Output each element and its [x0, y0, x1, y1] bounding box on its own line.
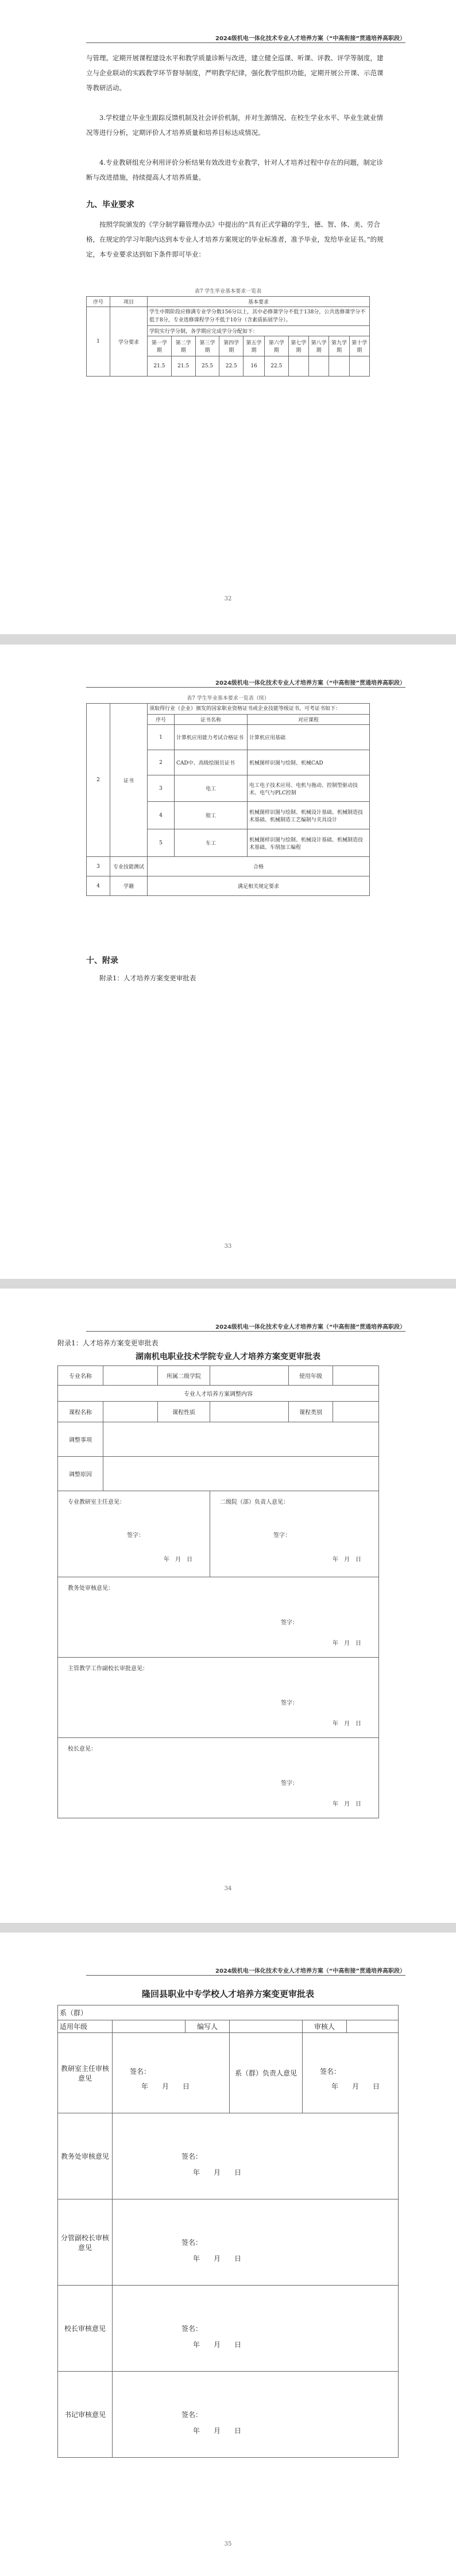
graduation-table: [86, 296, 370, 377]
sign-label: 签字：: [281, 1700, 298, 1706]
field-value: [103, 1366, 158, 1386]
field-value: [210, 1402, 289, 1422]
cert-name: 钳工: [175, 802, 248, 829]
date-label: 年 月 日: [193, 2341, 242, 2349]
cert-course: 机械图样识图与绘制、机械设计基础、机械制造技术基础、车削加工编程: [248, 829, 370, 857]
field-value: [347, 2020, 399, 2033]
row-label: 教务处审核意见: [58, 2113, 113, 2199]
field-label: 所属二级学院: [158, 1366, 210, 1386]
sem-val: 16: [244, 356, 265, 377]
col-header: 基本要求: [148, 297, 370, 307]
sem-head: 第五学期: [244, 336, 265, 356]
field-label: 审核人: [303, 2020, 347, 2033]
sem-val: [288, 356, 308, 377]
row-val: 合格: [148, 857, 370, 876]
sem-head: 第八学期: [309, 336, 329, 356]
opinion-cell: [58, 1491, 210, 1577]
page-header: 2024级机电一体化技术专业人才培养方案（“中高衔接”贯通培养高职段）: [215, 1324, 405, 1330]
field-value: [210, 1366, 289, 1386]
header-divider: [86, 42, 405, 43]
header-divider: [86, 1331, 405, 1332]
change-approval-form: [57, 1365, 379, 1818]
opinion-cell: [58, 1738, 379, 1818]
row-no: 2: [87, 704, 110, 857]
date-label: 年 月 日: [333, 1721, 361, 1727]
opinion-label: 二级院（部）负责人意见：: [220, 1499, 289, 1506]
paragraph: 与管理。定期开展课程建设水平和教学质量诊断与改进，建立健全巡课、听课、评教、评学等制度，建立与企业联动的实践教学环节督导制度，严明教学纪律，强化教学组织功能，定期开展公开课、示范课等教研活动。: [86, 54, 384, 92]
opinion-label: 主管教学工作副校长审批意见：: [68, 1666, 148, 1672]
dist-label: 学院实行学分制，各学期应完成学分分配如下：: [148, 326, 370, 336]
page-header: 2024级机电一体化技术专业人才培养方案（“中高衔接”贯通培养高职段）: [215, 1968, 405, 1974]
form-title: 隆回县职业中专学校人才培养方案变更审批表: [141, 1989, 314, 1999]
cert-intro: 须取得行业（企业）颁发的国家职业资格证书或企业技能等级证书，可考证书如下：: [148, 704, 370, 715]
paragraph: 附录1：人才培养方案变更审批表: [99, 974, 196, 982]
cert-no: 1: [148, 725, 175, 750]
opinion-cell: [113, 2113, 399, 2199]
row-item: 专业技能测试: [110, 857, 148, 876]
sem-head: 第六学期: [264, 336, 288, 356]
field-value: [103, 1422, 379, 1457]
sign-label: 签名：: [181, 2239, 203, 2247]
sign-label: 签字：: [281, 1620, 298, 1626]
field-label: 课程名称: [58, 1402, 103, 1422]
row-label: 分管副校长审核意见: [58, 2199, 113, 2286]
header-divider: [86, 687, 405, 688]
opinion-label: 教务处审核意见：: [68, 1585, 114, 1592]
graduation-table-cont: [86, 703, 370, 896]
sem-val: 22.5: [264, 356, 288, 377]
date-label: 年 月 日: [333, 1557, 361, 1563]
field-value: [103, 1457, 379, 1491]
cert-course: 机械图样识图与绘制、机械设计基础、机械制造技术基础、机械制造工艺编制与夹具设计: [248, 802, 370, 829]
appendix-label: 附录1：人才培养方案变更审批表: [57, 1339, 159, 1347]
field-label: 适用年级: [58, 2020, 113, 2033]
field-label: 专业名称: [58, 1366, 103, 1386]
opinion-cell: [113, 2033, 230, 2113]
sem-val: 21.5: [171, 356, 195, 377]
section-title: 十、附录: [86, 956, 118, 965]
sign-label: 签字：: [273, 1533, 291, 1539]
field-label: 调整原因: [58, 1457, 103, 1491]
field-value: [333, 1402, 379, 1422]
row-no: 1: [87, 307, 110, 377]
sem-head: 第十学期: [349, 336, 369, 356]
row-item: 学籍: [110, 876, 148, 896]
opinion-cell: [210, 1491, 379, 1577]
field-value: [113, 2020, 186, 2033]
date-label: 年 月 日: [141, 2082, 190, 2090]
dept-field: 系（群）: [58, 2005, 399, 2020]
cert-name: 电工: [175, 775, 248, 802]
field-label: 编写人: [186, 2020, 230, 2033]
field-label: 课程类别: [289, 1402, 333, 1422]
sem-head: 第四学期: [219, 336, 244, 356]
sign-label: 签字：: [281, 1780, 298, 1787]
page-15: [0, 1933, 456, 2576]
sign-label: 签名：: [130, 2067, 151, 2075]
cert-name: 计算机应用能力考试合格证书: [175, 725, 248, 750]
cert-no: 2: [148, 750, 175, 775]
cert-col: 证书名称: [175, 715, 248, 725]
sign-label: 签名：: [181, 2325, 203, 2333]
page-12: [0, 0, 456, 634]
row-label: 校长审核意见: [58, 2286, 113, 2372]
paragraph: 4.专业教研组充分利用评价分析结果有效改进专业教学，针对人才培养过程中存在的问题，制定诊断与改进措施，持续提高人才培养质量。: [86, 158, 383, 181]
opinion-cell: [303, 2033, 399, 2113]
field-value: [333, 1366, 379, 1386]
sign-label: 签字：: [127, 1533, 144, 1539]
cert-col: 对应课程: [248, 715, 370, 725]
col-header: 序号: [87, 297, 110, 307]
sign-label: 签名：: [181, 2411, 203, 2419]
row-val: 满足相关规定要求: [148, 876, 370, 896]
sem-head: 第七学期: [288, 336, 308, 356]
req-text: 学生中期阶段应修满专业学分数156分以上，其中必修课学分不低于138分，公共选修课学分不低于8分，专业选修课程学分不低于10分（含素质拓展学分）。: [148, 307, 370, 326]
sign-label: 签名：: [181, 2152, 203, 2160]
sem-val: [309, 356, 329, 377]
cert-name: 车工: [175, 829, 248, 857]
page-number: 34: [224, 1886, 232, 1892]
vocational-approval-form: [57, 2005, 399, 2458]
page-number: 33: [224, 1243, 232, 1250]
opinion-cell: [58, 1658, 379, 1738]
date-label: 年 月 日: [193, 2168, 242, 2177]
cert-course: 电工电子技术应用、电机与拖动、控制型驱动技术、电气与PLC控制: [248, 775, 370, 802]
cert-no: 5: [148, 829, 175, 857]
cert-col: 序号: [148, 715, 175, 725]
row-no: 3: [87, 857, 110, 876]
field-label: 课程性质: [158, 1402, 210, 1422]
cert-no: 4: [148, 802, 175, 829]
sem-val: 25.5: [195, 356, 219, 377]
row-label: 书记审核意见: [58, 2372, 113, 2458]
date-label: 年 月 日: [333, 1801, 361, 1807]
page-14: [0, 1289, 456, 1923]
field-label: 使用年级: [289, 1366, 333, 1386]
sem-head: 第一学期: [148, 336, 172, 356]
opinion-cell: [58, 1577, 379, 1658]
paragraph: 3.学校建立毕业生跟踪反馈机制及社会评价机制，并对生源情况、在校生学业水平、毕业生就业情况等进行分析，定期评价人才培养质量和培养目标达成情况。: [86, 114, 383, 137]
opinion-cell: [113, 2286, 399, 2372]
row-label: 系（群）负责人意见: [230, 2033, 303, 2113]
page-header: 2024级机电一体化技术专业人才培养方案（“中高衔接”贯通培养高职段）: [215, 680, 405, 686]
header-divider: [86, 1975, 405, 1976]
row-item: 学分要求: [110, 307, 148, 377]
sign-label: 签名：: [320, 2067, 341, 2075]
sem-head: 第二学期: [171, 336, 195, 356]
cert-no: 3: [148, 775, 175, 802]
table-caption: 表7 学生毕业基本要求一览表（续）: [187, 696, 269, 701]
date-label: 年 月 日: [331, 2082, 380, 2090]
page-13: [0, 645, 456, 1279]
section-header: 专业人才培养方案调整内容: [58, 1386, 379, 1402]
date-label: 年 月 日: [193, 2427, 242, 2435]
field-value: [103, 1402, 158, 1422]
opinion-label: 专业教研室主任意见：: [68, 1499, 125, 1506]
date-label: 年 月 日: [164, 1557, 192, 1563]
sem-val: [349, 356, 369, 377]
col-header: 项目: [110, 297, 148, 307]
paragraph: 按照学院颁发的《学分制学籍管理办法》中提出的“具有正式学籍的学生，德、智、体、美、劳合格，在规定的学习年限内达到本专业人才培养方案规定的毕业标准者，准予毕业，发给毕业证书。”的规定，本专业要求达到如下条件即可毕业：: [86, 220, 384, 258]
sem-val: 22.5: [219, 356, 244, 377]
opinion-label: 校长意见：: [68, 1746, 96, 1752]
sem-val: 21.5: [148, 356, 172, 377]
row-label: 教研室主任审核意见: [58, 2033, 113, 2113]
table-caption: 表7 学生毕业基本要求一览表: [194, 289, 262, 294]
field-label: 调整事项: [58, 1422, 103, 1457]
row-no: 4: [87, 876, 110, 896]
page-number: 35: [224, 2541, 232, 2547]
sem-head: 第九学期: [329, 336, 349, 356]
date-label: 年 月 日: [333, 1640, 361, 1647]
opinion-cell: [113, 2372, 399, 2458]
date-label: 年 月 日: [193, 2255, 242, 2263]
sem-head: 第三学期: [195, 336, 219, 356]
row-item: 证书: [110, 704, 148, 857]
field-value: [230, 2020, 303, 2033]
cert-name: CAD中、高级绘图员证书: [175, 750, 248, 775]
cert-course: 计算机应用基础: [248, 725, 370, 750]
form-title: 湖南机电职业技术学院专业人才培养方案变更审批表: [136, 1352, 320, 1361]
cert-course: 机械图样识图与绘制、机械CAD: [248, 750, 370, 775]
section-title: 九、毕业要求: [86, 200, 134, 210]
opinion-cell: [113, 2199, 399, 2286]
page-number: 32: [224, 596, 232, 602]
page-header: 2024级机电一体化技术专业人才培养方案（“中高衔接”贯通培养高职段）: [215, 36, 405, 42]
sem-val: [329, 356, 349, 377]
